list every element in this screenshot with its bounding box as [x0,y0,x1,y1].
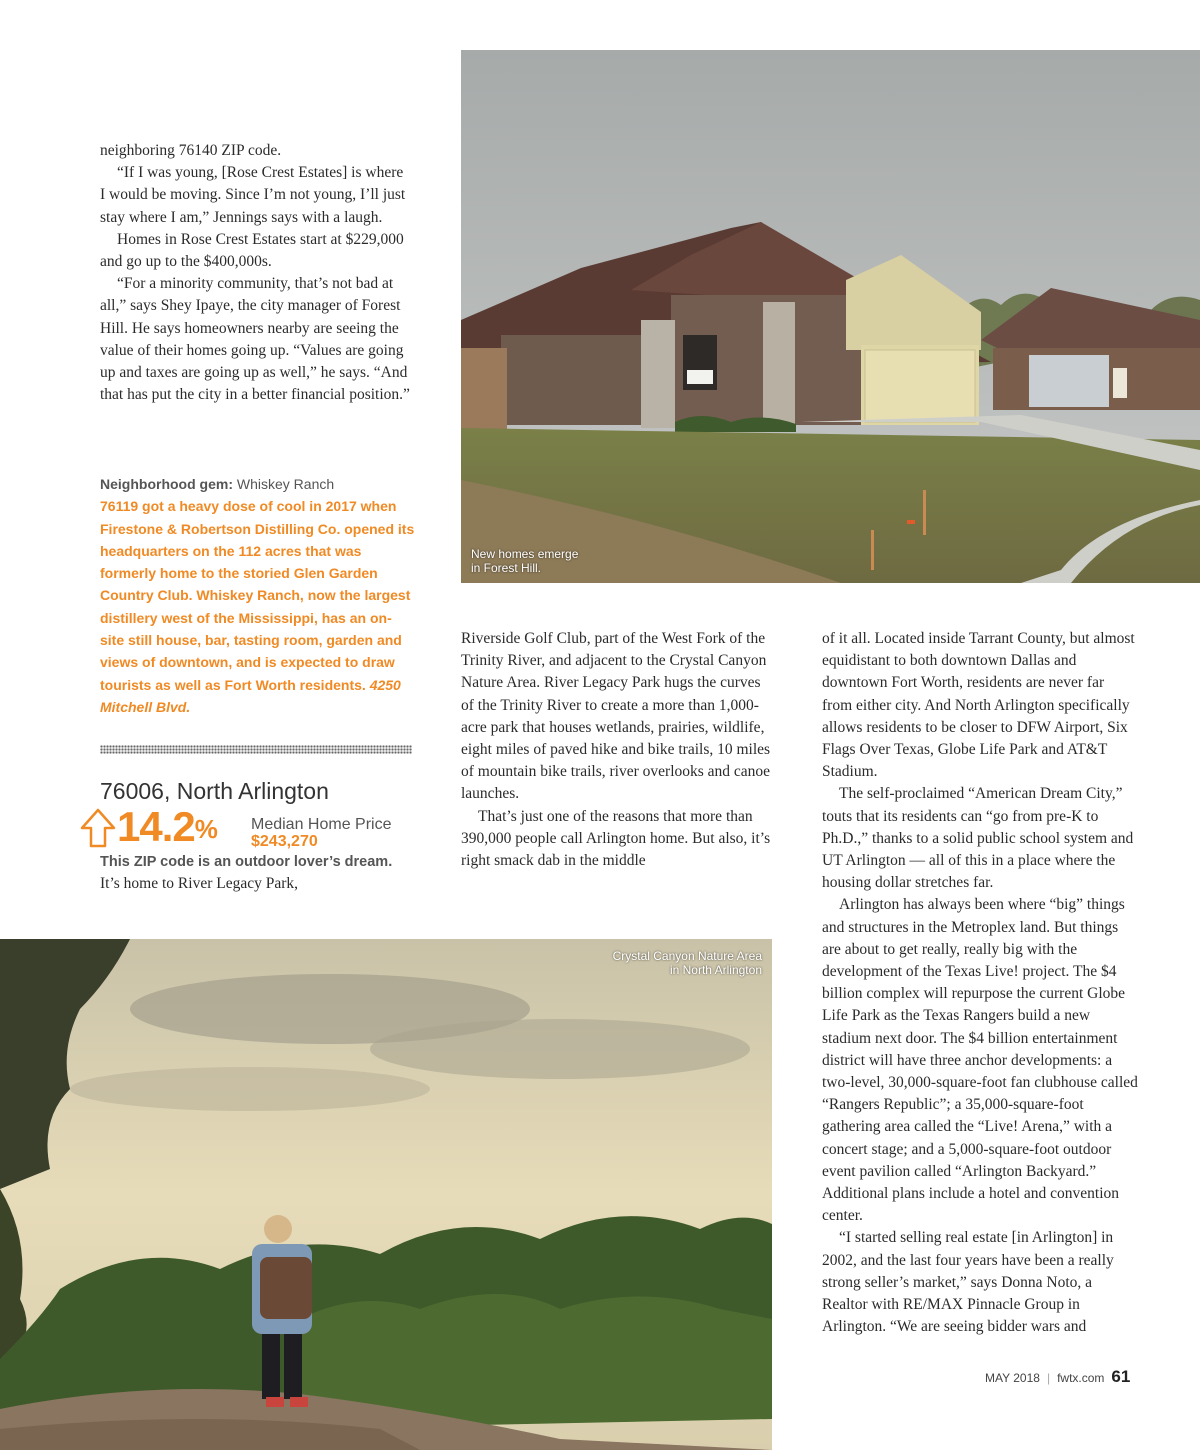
percent-sign: % [194,814,217,844]
median-price-label: Median Home Price [251,816,392,833]
folio-issue: MAY 2018 [985,1371,1040,1385]
col1-paragraph-4: “For a minority community, that’s not bad at all,” says Shey Ipaye, the city manager of Forest Hill. He says homeowners nearby are seeing the value of their homes going up. “Values are going up and taxes are going up as well,” he says. “And that has put the city in a better financial position.” [100,275,410,404]
col3-paragraph-3: Arlington has always been where “big” things and structures in the Metroplex land. But things are about to get really, really big with the development of the Texas Live! project. The $4 billion complex will repurpose the current Globe Life Park as the Texas Rangers build a new stadium next door. The $4 billion entertainment district will have three anchor developments: a two-level, 30,000-square-foot fan clubhouse called “Rangers Republic”; a 35,000-square-foot gathering area called the “Live! Arena,” with a concert stage; and a 5,000-square-foot outdoor event pavilion called “Arlington Backyard.” Additional plans include a hotel and convention center. [822,896,1138,1225]
column-2-text [461,628,771,872]
zip-heading: 76006, North Arlington [100,778,329,804]
up-arrow-icon [80,808,116,853]
house-photo [461,50,1200,583]
col1-paragraph-3: Homes in Rose Crest Estates start at $229,000 and go up to the $400,000s. [100,230,404,271]
median-price-value: $243,270 [251,833,318,850]
gem-address: 4250 Mitchell Blvd. [100,676,401,715]
zip-lead-paragraph [100,851,412,895]
canyon-photo-caption [613,949,762,977]
house-caption-line-2: in Forest Hill. [471,561,542,575]
canyon-photo [0,939,772,1450]
price-change-value: 14.2 [117,803,195,850]
column-3-text [822,628,1138,1339]
house-photo-graphic [461,50,1200,583]
section-divider [100,745,412,754]
col2-paragraph-1: Riverside Golf Club, part of the West Fork of the Trinity River, and adjacent to the Crystal Canyon Nature Area. River Legacy Park hugs the curves of the Trinity River to create a more than 1,000-acre park that houses wetlands, prairies, wildlife, eight miles of paved hike and bike trails, 10 miles of mountain bike trails, river overlooks and canoe launches. [461,630,771,803]
zip-lead-bold: This ZIP code is an outdoor lover’s dream. [100,854,393,870]
col1-paragraph-1: neighboring 76140 ZIP code. [100,142,282,159]
col3-paragraph-4: “I started selling real estate [in Arlington] in 2002, and the last four years have been a really strong seller’s market,” says Donna Noto, a Realtor with RE/MAX Pinnacle Group in Arlington. “We are seeing bidder wars and [822,1229,1114,1336]
folio-page-number: 61 [1111,1367,1131,1386]
col3-paragraph-1: of it all. Located inside Tarrant County, but almost equidistant to both downtown Dallas and downtown Fort Worth, residents are never far from either city. And North Arlington specifically allows residents to be closer to DFW Airport, Six Flags Over Texas, Globe Life Park and AT&T Stadium. [822,630,1135,781]
col3-paragraph-2: The self-proclaimed “American Dream City,” touts that its residents can “go from pre-K to Ph.D.,” thanks to a solid public school system and UT Arlington — all of this in a place where the housing dollar stretches far. [822,785,1134,892]
column-1-text [100,140,412,406]
canyon-caption-line-1: Crystal Canyon Nature Area [612,949,762,963]
page-folio [985,1367,1130,1387]
price-change-percent [117,803,217,850]
folio-separator: | [1046,1371,1051,1385]
gem-body: 76119 got a heavy dose of cool in 2017 when Firestone & Robertson Distilling Co. opened its headquarters on the 112 acres that was formerly home to the storied Glen Garden Country Club. Whiskey Ranch, now the largest distillery west of the Mississippi, has an on-site still house, bar, tasting room, garden and views of downtown, and is expected to draw tourists as well as Fort Worth residents. [100,498,415,693]
house-caption-line-1: New homes emerge [471,547,579,561]
col1-paragraph-2: “If I was young, [Rose Crest Estates] is where I would be moving. Since I’m not young, I’ll just stay where I am,” Jennings says with a laugh. [100,164,406,226]
folio-site[interactable]: fwtx.com [1057,1371,1105,1385]
gem-label: Neighborhood gem: [100,476,233,492]
canyon-caption-line-2: in North Arlington [669,963,762,977]
col2-paragraph-2: That’s just one of the reasons that more than 390,000 people call Arlington home. But also, it’s right smack dab in the middle [461,807,771,870]
neighborhood-gem [100,473,415,718]
canyon-photo-graphic [0,939,772,1450]
house-photo-caption [471,547,578,575]
zip-lead-rest: It’s home to River Legacy Park, [100,875,299,893]
gem-place: Whiskey Ranch [236,476,335,492]
